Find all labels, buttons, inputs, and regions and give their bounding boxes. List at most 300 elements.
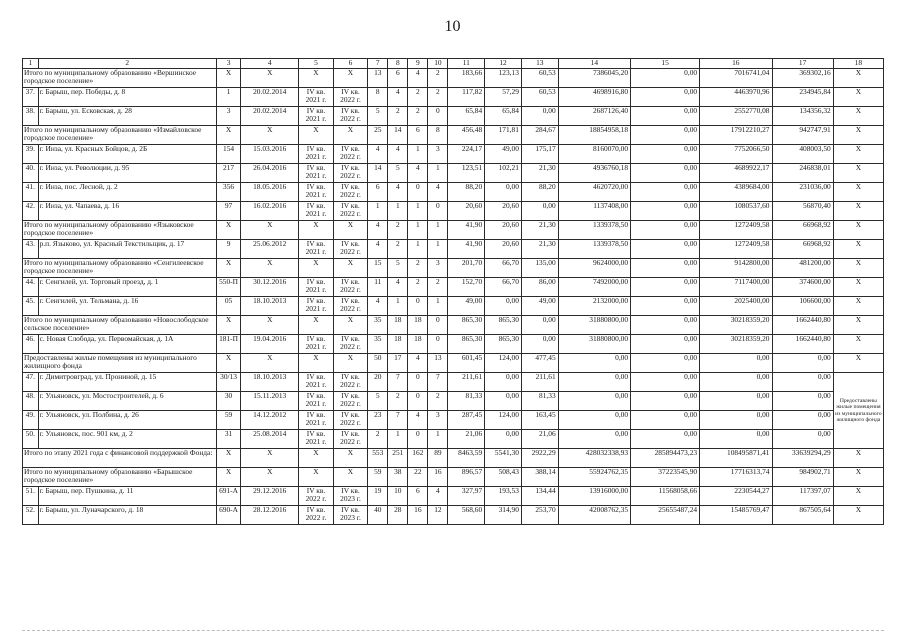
value-cell: 97 xyxy=(216,202,241,221)
value-cell: 30218359,20 xyxy=(700,335,772,354)
value-cell: 9624000,00 xyxy=(558,259,630,278)
value-cell: 41,90 xyxy=(448,221,485,240)
value-cell: 6 xyxy=(408,126,428,145)
value-cell: 88,20 xyxy=(521,183,558,202)
value-cell: 0,00 xyxy=(631,88,700,107)
value-cell: 0 xyxy=(428,335,448,354)
value-cell: 0,00 xyxy=(700,411,772,430)
value-cell: 568,60 xyxy=(448,506,485,525)
row-number-cell: 50. xyxy=(23,430,39,449)
column-number-cell: 8 xyxy=(388,59,408,69)
value-cell: 4 xyxy=(388,278,408,297)
value-cell: 4620720,00 xyxy=(558,183,630,202)
value-cell: IV кв. 2021 г. xyxy=(299,88,334,107)
value-cell: IV кв. 2021 г. xyxy=(299,240,334,259)
value-cell: 20,60 xyxy=(485,221,522,240)
value-cell: 59 xyxy=(368,468,388,487)
value-cell: 5541,30 xyxy=(485,449,522,468)
value-cell: X xyxy=(833,164,883,183)
value-cell: X xyxy=(299,354,334,373)
value-cell: 3 xyxy=(216,107,241,126)
value-cell: 0,00 xyxy=(631,145,700,164)
value-cell: 31 xyxy=(216,430,241,449)
value-cell: 428032338,93 xyxy=(558,449,630,468)
column-number-cell: 15 xyxy=(631,59,700,69)
value-cell: 35 xyxy=(368,316,388,335)
value-cell: IV кв. 2022 г. xyxy=(333,107,368,126)
value-cell: 86,00 xyxy=(521,278,558,297)
value-cell: 0,00 xyxy=(700,392,772,411)
value-cell: 0,00 xyxy=(485,373,522,392)
value-cell: 0,00 xyxy=(700,354,772,373)
value-cell: IV кв. 2022 г. xyxy=(333,278,368,297)
subtotal-row xyxy=(23,221,884,240)
value-cell: 0,00 xyxy=(631,240,700,259)
value-cell: IV кв. 2021 г. xyxy=(299,145,334,164)
value-cell: X xyxy=(833,221,883,240)
value-cell: 5 xyxy=(388,164,408,183)
value-cell: 41,90 xyxy=(448,240,485,259)
row-number-cell: 41. xyxy=(23,183,39,202)
column-number-row xyxy=(23,59,884,69)
address-cell: г. Сенгилей, ул. Торговый проезд, д. 1 xyxy=(38,278,216,297)
value-cell: X xyxy=(833,278,883,297)
subtotal-label: Итого по этапу 2021 года с финансовой поддержкой Фонда: xyxy=(23,449,217,468)
value-cell: 14.12.2012 xyxy=(241,411,299,430)
value-cell: 163,45 xyxy=(521,411,558,430)
value-cell: 102,21 xyxy=(485,164,522,183)
value-cell: 171,81 xyxy=(485,126,522,145)
value-cell: 117397,07 xyxy=(772,487,833,506)
value-cell: 25 xyxy=(368,126,388,145)
value-cell: X xyxy=(216,126,241,145)
value-cell: 0,00 xyxy=(631,164,700,183)
value-cell: 356 xyxy=(216,183,241,202)
column-number-cell: 2 xyxy=(38,59,216,69)
value-cell: X xyxy=(833,335,883,354)
value-cell: 1 xyxy=(408,240,428,259)
value-cell: 55924762,35 xyxy=(558,468,630,487)
value-cell: 11 xyxy=(368,278,388,297)
page-bottom-divider xyxy=(22,630,884,631)
value-cell: 21,30 xyxy=(521,240,558,259)
value-cell: 0,00 xyxy=(521,107,558,126)
value-cell: 0,00 xyxy=(772,430,833,449)
value-cell: 865,30 xyxy=(448,335,485,354)
value-cell: X xyxy=(241,316,299,335)
value-cell: 4689922,17 xyxy=(700,164,772,183)
value-cell: 42008762,35 xyxy=(558,506,630,525)
value-cell: X xyxy=(299,449,334,468)
table-row xyxy=(23,107,884,126)
value-cell: 0 xyxy=(408,392,428,411)
value-cell: 49,00 xyxy=(448,297,485,316)
address-cell: г. Барыш, пер. Победы, д. 8 xyxy=(38,88,216,107)
value-cell: 7016741,04 xyxy=(700,69,772,88)
value-cell: 4 xyxy=(408,164,428,183)
table-row xyxy=(23,145,884,164)
value-cell: 388,14 xyxy=(521,468,558,487)
value-cell: 20.02.2014 xyxy=(241,88,299,107)
value-cell: IV кв. 2022 г. xyxy=(333,202,368,221)
table-row xyxy=(23,240,884,259)
value-cell: 88,20 xyxy=(448,183,485,202)
value-cell: 152,70 xyxy=(448,278,485,297)
value-cell: 2 xyxy=(408,259,428,278)
row-number-cell: 49. xyxy=(23,411,39,430)
table-row xyxy=(23,88,884,107)
value-cell: 81,33 xyxy=(448,392,485,411)
value-cell: 327,97 xyxy=(448,487,485,506)
value-cell: X xyxy=(333,69,368,88)
value-cell: 0 xyxy=(408,430,428,449)
value-cell: 66968,92 xyxy=(772,240,833,259)
value-cell: X xyxy=(833,487,883,506)
value-cell: 66968,92 xyxy=(772,221,833,240)
value-cell: 31880800,00 xyxy=(558,316,630,335)
value-cell: 2 xyxy=(408,88,428,107)
value-cell: X xyxy=(333,354,368,373)
value-cell: 20 xyxy=(368,373,388,392)
value-cell: 1 xyxy=(428,240,448,259)
value-cell: X xyxy=(833,354,883,373)
value-cell: 1 xyxy=(368,202,388,221)
value-cell: 18.10.2013 xyxy=(241,373,299,392)
address-cell: г. Барыш, пер. Пушкина, д. 11 xyxy=(38,487,216,506)
table-row xyxy=(23,335,884,354)
value-cell: 17912210,27 xyxy=(700,126,772,145)
row-number-cell: 48. xyxy=(23,392,39,411)
value-cell: 2 xyxy=(428,88,448,107)
value-cell: IV кв. 2021 г. xyxy=(299,107,334,126)
value-cell: 12 xyxy=(428,506,448,525)
value-cell: 0,00 xyxy=(700,430,772,449)
value-cell: 66,70 xyxy=(485,259,522,278)
subtotal-row xyxy=(23,316,884,335)
value-cell: 193,53 xyxy=(485,487,522,506)
value-cell: X xyxy=(216,316,241,335)
value-cell: 10 xyxy=(388,487,408,506)
value-cell: 134356,32 xyxy=(772,107,833,126)
column-number-cell: 4 xyxy=(241,59,299,69)
subtotal-label: Предоставлены жилые помещения из муниципального жилищного фонда xyxy=(23,354,217,373)
value-cell: 4 xyxy=(408,354,428,373)
value-cell: 0,00 xyxy=(631,373,700,392)
value-cell: 865,30 xyxy=(448,316,485,335)
value-cell: 2132000,00 xyxy=(558,297,630,316)
value-cell: 0,00 xyxy=(485,392,522,411)
value-cell: X xyxy=(833,240,883,259)
value-cell: 0,00 xyxy=(558,392,630,411)
value-cell: X xyxy=(833,449,883,468)
value-cell: 3 xyxy=(428,145,448,164)
value-cell: 4 xyxy=(388,183,408,202)
value-cell: X xyxy=(241,69,299,88)
column-number-cell: 12 xyxy=(485,59,522,69)
value-cell: 4 xyxy=(368,297,388,316)
row-number-cell: 52. xyxy=(23,506,39,525)
value-cell: 9142800,00 xyxy=(700,259,772,278)
row-number-cell: 45. xyxy=(23,297,39,316)
value-cell: 0,00 xyxy=(485,183,522,202)
value-cell: 4389684,00 xyxy=(700,183,772,202)
value-cell: 0,00 xyxy=(631,411,700,430)
value-cell: 0,00 xyxy=(700,373,772,392)
value-cell: 7 xyxy=(428,373,448,392)
value-cell: IV кв. 2022 г. xyxy=(333,411,368,430)
value-cell: 30.12.2016 xyxy=(241,278,299,297)
row-number-cell: 37. xyxy=(23,88,39,107)
value-cell: IV кв. 2022 г. xyxy=(333,183,368,202)
address-cell: г. Инза, пос. Лесной, д. 2 xyxy=(38,183,216,202)
value-cell: 0,00 xyxy=(521,316,558,335)
value-cell: 20,60 xyxy=(485,202,522,221)
value-cell: 0,00 xyxy=(631,297,700,316)
column-number-cell: 1 xyxy=(23,59,39,69)
column-number-cell: 7 xyxy=(368,59,388,69)
value-cell: 0 xyxy=(408,183,428,202)
value-cell: X xyxy=(241,221,299,240)
value-cell: 4 xyxy=(388,145,408,164)
value-cell: 896,57 xyxy=(448,468,485,487)
subtotal-row xyxy=(23,468,884,487)
value-cell: 246838,01 xyxy=(772,164,833,183)
value-cell: IV кв. 2022 г. xyxy=(333,145,368,164)
value-cell: 2025400,00 xyxy=(700,297,772,316)
value-cell: 867505,64 xyxy=(772,506,833,525)
value-cell: 0,00 xyxy=(558,430,630,449)
value-cell: 1137408,00 xyxy=(558,202,630,221)
value-cell: IV кв. 2021 г. xyxy=(299,164,334,183)
value-cell: IV кв. 2023 г. xyxy=(333,506,368,525)
value-cell: 0,00 xyxy=(631,259,700,278)
value-cell: 7117400,00 xyxy=(700,278,772,297)
value-cell: 1 xyxy=(216,88,241,107)
value-cell: 0,00 xyxy=(521,335,558,354)
value-cell: X xyxy=(241,126,299,145)
subtotal-row xyxy=(23,354,884,373)
value-cell: 4 xyxy=(368,145,388,164)
value-cell: 4463970,96 xyxy=(700,88,772,107)
value-cell: IV кв. 2021 г. xyxy=(299,297,334,316)
value-cell: IV кв. 2022 г. xyxy=(299,487,334,506)
value-cell: 3 xyxy=(428,411,448,430)
value-cell: X xyxy=(216,69,241,88)
value-cell: 1 xyxy=(428,430,448,449)
value-cell: 108495871,41 xyxy=(700,449,772,468)
value-cell: 20.02.2014 xyxy=(241,107,299,126)
value-cell: 31880800,00 xyxy=(558,335,630,354)
value-cell: 25655487,24 xyxy=(631,506,700,525)
value-cell: 1339378,50 xyxy=(558,221,630,240)
value-cell: 550-П xyxy=(216,278,241,297)
value-cell: 1 xyxy=(408,202,428,221)
value-cell: 0,00 xyxy=(631,278,700,297)
value-cell: 553 xyxy=(368,449,388,468)
address-cell: г. Инза, ул. Революции, д. 95 xyxy=(38,164,216,183)
value-cell: 162 xyxy=(408,449,428,468)
value-cell: X xyxy=(833,88,883,107)
value-cell: 38 xyxy=(388,468,408,487)
column-number-cell: 13 xyxy=(521,59,558,69)
value-cell: X xyxy=(833,69,883,88)
value-cell: 0 xyxy=(428,107,448,126)
value-cell: X xyxy=(833,202,883,221)
value-cell: IV кв. 2021 г. xyxy=(299,183,334,202)
value-cell: 124,00 xyxy=(485,411,522,430)
value-cell: X xyxy=(216,449,241,468)
value-cell: 481200,00 xyxy=(772,259,833,278)
value-cell: 81,33 xyxy=(521,392,558,411)
value-cell: 1662440,80 xyxy=(772,316,833,335)
value-cell: 89 xyxy=(428,449,448,468)
value-cell: 15.11.2013 xyxy=(241,392,299,411)
value-cell: 50 xyxy=(368,354,388,373)
value-cell: IV кв. 2022 г. xyxy=(333,373,368,392)
value-cell: 224,17 xyxy=(448,145,485,164)
value-cell: 37223545,90 xyxy=(631,468,700,487)
value-cell: 135,00 xyxy=(521,259,558,278)
value-cell: 0 xyxy=(428,316,448,335)
value-cell: 18 xyxy=(408,335,428,354)
value-cell: 7492000,00 xyxy=(558,278,630,297)
value-cell: 21,30 xyxy=(521,221,558,240)
value-cell: IV кв. 2021 г. xyxy=(299,278,334,297)
address-cell: г. Инза, ул. Чапаева, д. 16 xyxy=(38,202,216,221)
value-cell: IV кв. 2021 г. xyxy=(299,430,334,449)
value-cell: 33639294,29 xyxy=(772,449,833,468)
value-cell: X xyxy=(833,506,883,525)
table-row xyxy=(23,202,884,221)
table-row xyxy=(23,411,884,430)
value-cell: 2 xyxy=(388,240,408,259)
value-cell: 40 xyxy=(368,506,388,525)
value-cell: 0,00 xyxy=(631,430,700,449)
table-body xyxy=(23,59,884,525)
value-cell: 231036,00 xyxy=(772,183,833,202)
value-cell: 1 xyxy=(388,297,408,316)
subtotal-label: Итого по муниципальному образованию «Барышское городское поселение» xyxy=(23,468,217,487)
subtotal-row xyxy=(23,69,884,88)
column-number-cell: 10 xyxy=(428,59,448,69)
value-cell: 9 xyxy=(216,240,241,259)
value-cell: 0,00 xyxy=(631,69,700,88)
address-cell: г. Ульяновск, ул. Мостостроителей, д. 6 xyxy=(38,392,216,411)
value-cell: 0,00 xyxy=(558,354,630,373)
value-cell: 374600,00 xyxy=(772,278,833,297)
value-cell: IV кв. 2021 г. xyxy=(299,202,334,221)
value-cell: 30/13 xyxy=(216,373,241,392)
value-cell: 18854958,18 xyxy=(558,126,630,145)
table-row xyxy=(23,430,884,449)
table-row xyxy=(23,278,884,297)
value-cell: 1272409,58 xyxy=(700,240,772,259)
value-cell: 28 xyxy=(388,506,408,525)
value-cell: 314,90 xyxy=(485,506,522,525)
value-cell: X xyxy=(216,221,241,240)
table-row xyxy=(23,297,884,316)
value-cell: 0,00 xyxy=(631,316,700,335)
value-cell: 0,00 xyxy=(558,411,630,430)
value-cell: 05 xyxy=(216,297,241,316)
address-cell: г. Сенгилей, ул. Тельмана, д. 16 xyxy=(38,297,216,316)
value-cell: 23 xyxy=(368,411,388,430)
value-cell: 117,82 xyxy=(448,88,485,107)
value-cell: 124,00 xyxy=(485,354,522,373)
relocation-registry-table xyxy=(22,58,884,525)
column-number-cell: 5 xyxy=(299,59,334,69)
value-cell: 456,48 xyxy=(448,126,485,145)
value-cell: 234945,84 xyxy=(772,88,833,107)
address-cell: г. Ульяновск, ул. Полбина, д. 26 xyxy=(38,411,216,430)
value-cell: 0 xyxy=(408,297,428,316)
value-cell: X xyxy=(216,259,241,278)
value-cell: 26.04.2016 xyxy=(241,164,299,183)
value-cell: 18.05.2016 xyxy=(241,183,299,202)
value-cell: 2 xyxy=(388,221,408,240)
table-row xyxy=(23,164,884,183)
value-cell: 30218359,20 xyxy=(700,316,772,335)
value-cell: 106600,00 xyxy=(772,297,833,316)
value-cell: 29.12.2016 xyxy=(241,487,299,506)
value-cell: 123,51 xyxy=(448,164,485,183)
value-cell: 60,53 xyxy=(521,88,558,107)
value-cell: IV кв. 2022 г. xyxy=(333,335,368,354)
value-cell: IV кв. 2021 г. xyxy=(299,373,334,392)
row-number-cell: 47. xyxy=(23,373,39,392)
value-cell: 0,00 xyxy=(631,354,700,373)
value-cell: 15 xyxy=(368,259,388,278)
value-cell: 14 xyxy=(388,126,408,145)
value-cell: 15.03.2016 xyxy=(241,145,299,164)
row-number-cell: 39. xyxy=(23,145,39,164)
value-cell: 18 xyxy=(408,316,428,335)
value-cell: X xyxy=(333,126,368,145)
value-cell: X xyxy=(241,354,299,373)
subtotal-row xyxy=(23,126,884,145)
value-cell: 21,06 xyxy=(448,430,485,449)
value-cell: IV кв. 2021 г. xyxy=(299,411,334,430)
value-cell: 253,70 xyxy=(521,506,558,525)
value-cell: 6 xyxy=(368,183,388,202)
value-cell: X xyxy=(333,259,368,278)
value-cell: IV кв. 2022 г. xyxy=(333,240,368,259)
address-cell: г. Инза, ул. Красных Бойцов, д. 2Б xyxy=(38,145,216,164)
table-row xyxy=(23,487,884,506)
value-cell: X xyxy=(333,449,368,468)
value-cell: IV кв. 2022 г. xyxy=(333,430,368,449)
value-cell: 1080537,60 xyxy=(700,202,772,221)
value-cell: 13916000,00 xyxy=(558,487,630,506)
subtotal-label: Итого по муниципальному образованию «Измайловское городское поселение» xyxy=(23,126,217,145)
value-cell: 1 xyxy=(388,202,408,221)
value-cell: 201,70 xyxy=(448,259,485,278)
value-cell: 30 xyxy=(216,392,241,411)
value-cell: 2922,29 xyxy=(521,449,558,468)
value-cell: X xyxy=(241,468,299,487)
value-cell: 22 xyxy=(408,468,428,487)
value-cell: 0,00 xyxy=(631,221,700,240)
value-cell: X xyxy=(833,259,883,278)
value-cell: 65,84 xyxy=(448,107,485,126)
value-cell: 8160070,00 xyxy=(558,145,630,164)
value-cell: 1 xyxy=(388,430,408,449)
value-cell: X xyxy=(241,259,299,278)
value-cell: 25.06.2012 xyxy=(241,240,299,259)
value-cell: X xyxy=(241,449,299,468)
value-cell: 65,84 xyxy=(485,107,522,126)
value-cell: 4 xyxy=(408,411,428,430)
